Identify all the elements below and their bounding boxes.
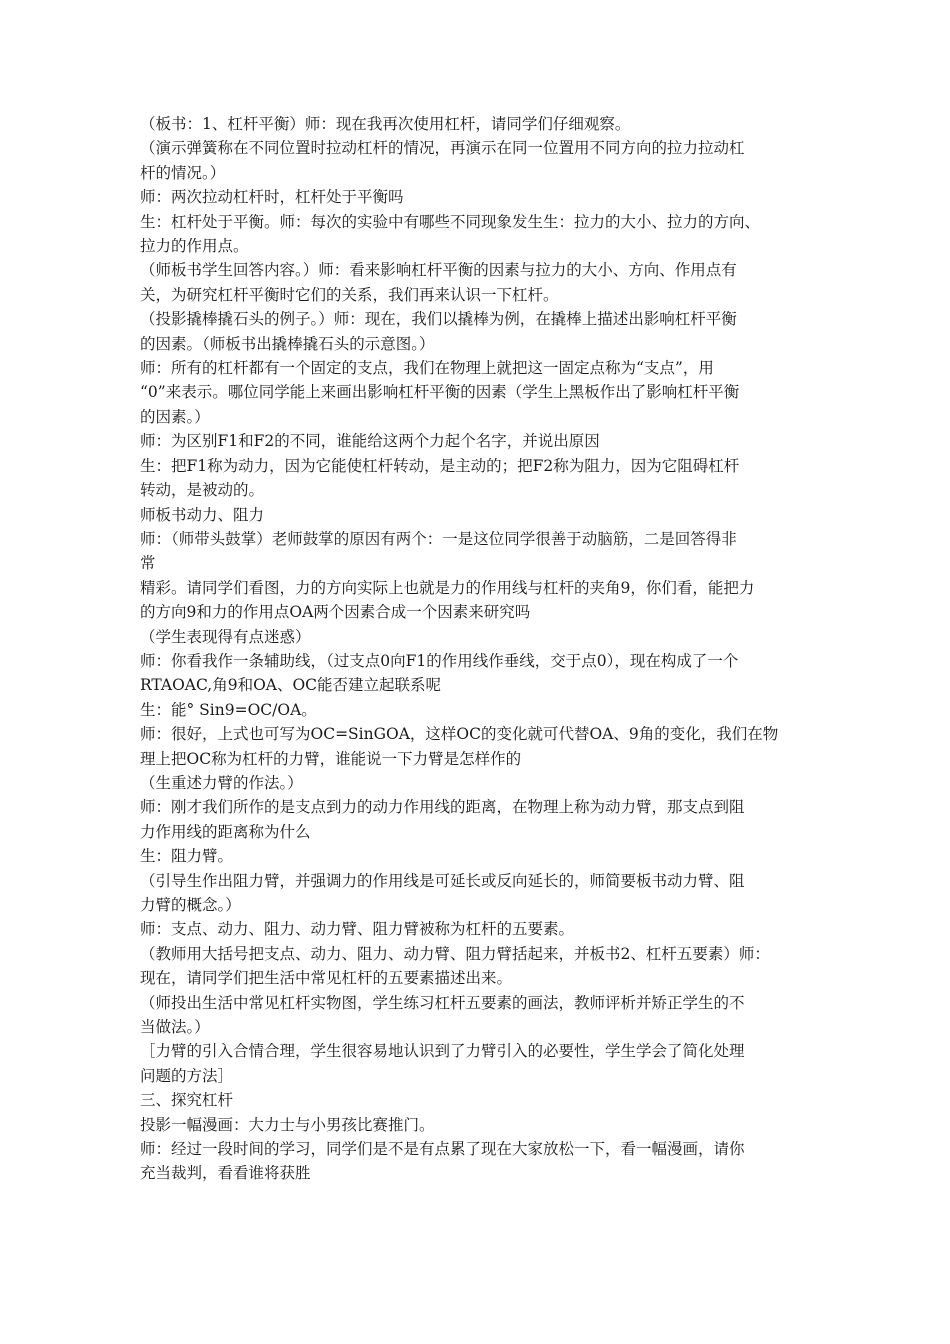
text-line: 师：支点、动力、阻力、动力臂、阻力臂被称为杠杆的五要素。 bbox=[140, 920, 575, 939]
text-line: 生：把F1称为动力，因为它能使杠杆转动，是主动的；把F2称为阻力，因为它阻碍杠杆 bbox=[140, 456, 740, 475]
text-line: 理上把OC称为杠杆的力臂，谁能说一下力臂是怎样作的 bbox=[140, 749, 522, 768]
text-line: （引导生作出阻力臂，并强调力的作用线是可延长或反向延长的，师简要板书动力臂、阻 bbox=[140, 871, 745, 890]
text-line: （演示弹簧称在不同位置时拉动杠杆的情况，再演示在同一位置用不同方向的拉力拉动杠 bbox=[140, 139, 745, 158]
text-line: 师：很好，上式也可写为OC=SinGOA，这样OC的变化就可代替OA、9角的变化，我们在物 bbox=[140, 725, 779, 744]
text-line: 现在，请同学们把生活中常见杠杆的五要素描述出来。 bbox=[140, 969, 513, 988]
text-line: 常 bbox=[140, 554, 156, 573]
text-line: 精彩。请同学们看图，力的方向实际上也就是力的作用线与杠杆的夹角9，你们看，能把力 bbox=[140, 578, 755, 597]
text-line: 的因素。（师板书出撬棒撬石头的示意图。） bbox=[140, 334, 435, 353]
text-line: 的因素。） bbox=[140, 407, 210, 426]
text-line: 问题的方法］ bbox=[140, 1066, 234, 1085]
text-line: 杆的情况。） bbox=[140, 163, 226, 182]
text-line: （投影撬棒撬石头的例子。）师：现在，我们以撬棒为例，在撬棒上描述出影响杠杆平衡 bbox=[140, 310, 737, 329]
text-line: 拉力的作用点。 bbox=[140, 237, 249, 256]
text-line: 关，为研究杠杆平衡时它们的关系，我们再来认识一下杠杆。 bbox=[140, 285, 559, 304]
text-line: 力作用线的距离称为什么 bbox=[140, 822, 311, 841]
text-line: 生：杠杆处于平衡。师：每次的实验中有哪些不同现象发生生：拉力的大小、拉力的方向、 bbox=[140, 212, 761, 231]
text-line: （师板书学生回答内容。）师：看来影响杠杆平衡的因素与拉力的大小、方向、作用点有 bbox=[140, 261, 737, 280]
text-line: 师：你看我作一条辅助线，（过支点0向F1的作用线作垂线，交于点0），现在构成了一个 bbox=[140, 651, 739, 670]
text-line: 师：经过一段时间的学习，同学们是不是有点累了现在大家放松一下，看一幅漫画，请你 bbox=[140, 1140, 745, 1159]
section-heading: 三、探究杠杆 bbox=[140, 1091, 234, 1110]
text-line: （生重述力臂的作法。） bbox=[140, 773, 303, 792]
text-line: 的方向9和力的作用点OA两个因素合成一个因素来研究吗 bbox=[140, 603, 531, 622]
text-line: 生：能° Sin9=OC/OA。 bbox=[140, 700, 317, 719]
text-line: ［力臂的引入合情合理，学生很容易地认识到了力臂引入的必要性，学生学会了简化处理 bbox=[140, 1042, 745, 1061]
text-line: （板书：1、杠杆平衡）师：现在我再次使用杠杆，请同学们仔细观察。 bbox=[140, 115, 631, 133]
text-line: （师投出生活中常见杠杆实物图，学生练习杠杆五要素的画法，教师评析并矫正学生的不 bbox=[140, 993, 745, 1012]
text-line: 生：阻力臂。 bbox=[140, 847, 234, 866]
text-line: 师：所有的杠杆都有一个固定的支点，我们在物理上就把这一固定点称为“支点”，用 bbox=[140, 359, 714, 378]
text-line: 力臂的概念。） bbox=[140, 896, 241, 914]
text-line: RTAOAC,角9和OA、OC能否建立起联系呢 bbox=[140, 676, 442, 695]
text-line: 师：两次拉动杠杆时，杠杆处于平衡吗 bbox=[140, 188, 404, 207]
text-line: “0”来表示。哪位同学能上来画出影响杠杆平衡的因素（学生上黑板作出了影响杠杆平衡 bbox=[140, 383, 740, 402]
text-line: 充当裁判，看看谁将获胜 bbox=[140, 1164, 311, 1183]
text-line: 转动，是被动的。 bbox=[140, 481, 265, 500]
text-line: 当做法。） bbox=[140, 1018, 210, 1037]
text-line: 师：（师带头鼓掌）老师鼓掌的原因有两个：一是这位同学很善于动脑筋，二是回答得非 bbox=[140, 529, 737, 548]
text-line: （学生表现得有点迷惑） bbox=[140, 627, 311, 646]
text-line: 投影一幅漫画：大力士与小男孩比赛推门。 bbox=[140, 1115, 435, 1134]
text-line: 师板书动力、阻力 bbox=[140, 505, 265, 524]
document-body bbox=[140, 112, 820, 1186]
text-line: （教师用大括号把支点、动力、阻力、动力臂、阻力臂括起来，并板书2、杠杆五要素）师： bbox=[140, 944, 770, 963]
text-line: 师：为区别F1和F2的不同，谁能给这两个力起个名字，并说出原因 bbox=[140, 432, 600, 451]
text-line: 师：刚才我们所作的是支点到力的动力作用线的距离，在物理上称为动力臂，那支点到阻 bbox=[140, 798, 745, 817]
